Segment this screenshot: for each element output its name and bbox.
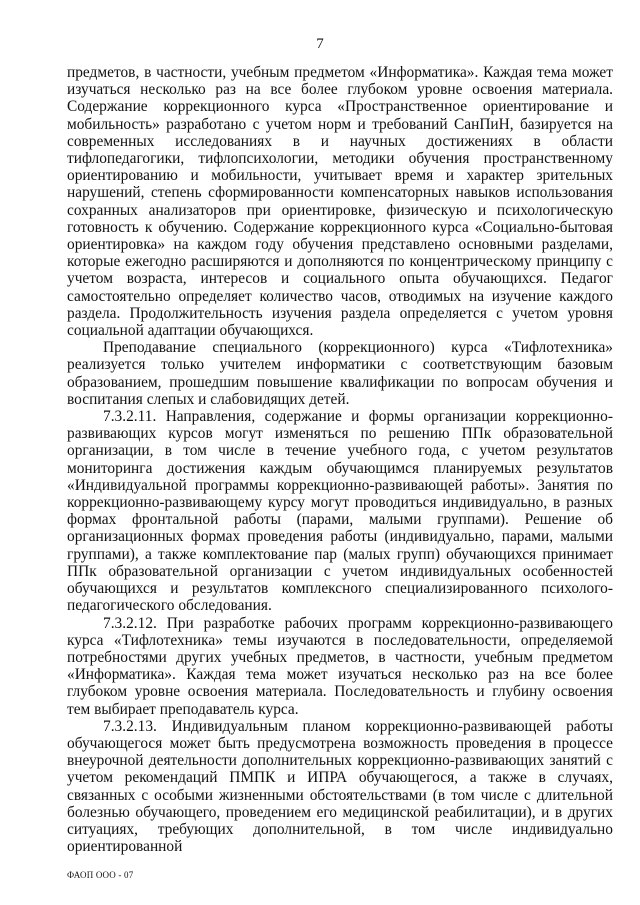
paragraph-7-3-2-12: 7.3.2.12. При разработке рабочих программ коррекционно-развивающего курса «Тифлотехника» темы изучаются в последовательности, определяемой потребностями других учебных предметов, в частности, учебным предметом «Информатика». Каждая тема может изучаться несколько раз на все более глубоком уровне освоения материала. Последовательность и глубину освоения тем выбирает преподаватель курса.	[67, 614, 613, 718]
paragraph-subjects-continuation: предметов, в частности, учебным предметом «Информатика». Каждая тема может изучаться несколько раз на все более глубоком уровне освоения материала. Содержание коррекционного курса «Пространственное ориентирование и мобильность» разработано с учетом норм и требований СанПиН, базируется на современных исследованиях в и научных достижениях в области тифлопедагогики, тифлопсихологии, методики обучения пространственному ориентированию и мобильности, учитывает время и характер зрительных нарушений, степень сформированности компенсаторных навыков использования сохранных анализаторов при ориентировке, физическую и психологическую готовность к обучению. Содержание коррекционного курса «Социально-бытовая ориентировка» на каждом году обучения представлено основными разделами, которые ежегодно расширяются и дополняются по концентрическому принципу с учетом возраста, интересов и социального опыта обучающихся. Педагог самостоятельно определяет количество часов, отводимых на изучение каждого раздела. Продолжительность изучения раздела определяется с учетом уровня социальной адаптации обучающихся.	[67, 64, 613, 340]
body-text	[67, 64, 613, 855]
paragraph-7-3-2-11: 7.3.2.11. Направления, содержание и формы организации коррекционно-развивающих курсов могут изменяться по решению ППк образовательной организации, в том числе в течение учебного года, с учетом результатов мониторинга достижения каждым обучающимся планируемых результатов «Индивидуальной программы коррекционно-развивающей работы». Занятия по коррекционно-развивающему курсу могут проводиться индивидуально, в разных формах фронтальной работы (парами, малыми группами). Решение об организационных формах проведения работы (индивидуально, парами, малыми группами), а также комплектование пар (малых групп) обучающихся принимает ППк образовательной организации с учетом индивидуальных особенностей обучающихся и результатов комплексного специализированного психолого-педагогического обследования.	[67, 408, 613, 615]
paragraph-7-3-2-13: 7.3.2.13. Индивидуальным планом коррекционно-развивающей работы обучающегося может быть предусмотрена возможность проведения в процессе внеурочной деятельности дополнительных коррекционно-развивающих занятий с учетом рекомендаций ПМПК и ИПРА обучающегося, а также в случаях, связанных с особыми жизненными обстоятельствами (в том числе с длительной болезнью обучающего, проведением его медицинской реабилитации), и в других ситуациях, требующих дополнительной, в том числе индивидуально ориентированной	[67, 717, 613, 856]
document-footer: ФАОП ООО - 07	[67, 870, 134, 880]
paragraph-tiflotekhnika-teaching: Преподавание специального (коррекционного) курса «Тифлотехника» реализуется только учителем информатики с соответствующим базовым образованием, прошедшим повышение квалификации по вопросам обучения и воспитания слепых и слабовидящих детей.	[67, 339, 613, 408]
page-number: 7	[316, 36, 324, 52]
